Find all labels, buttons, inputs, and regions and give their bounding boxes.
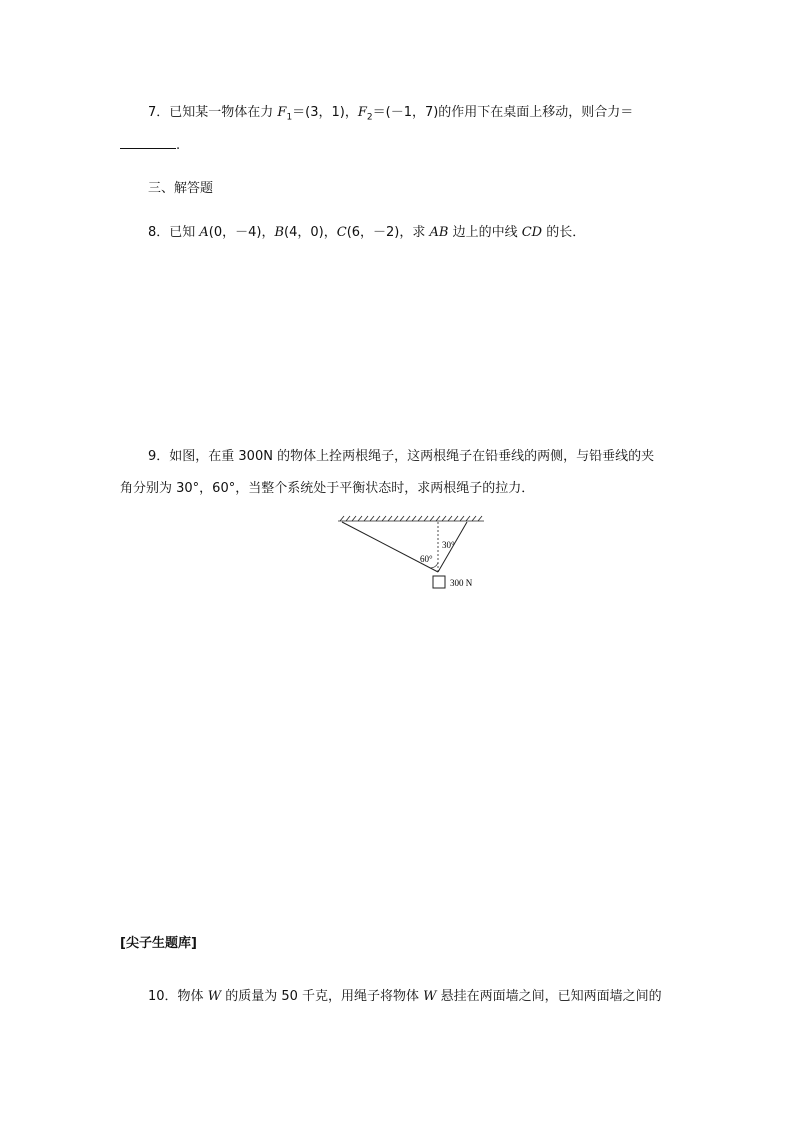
left-rope (342, 522, 438, 572)
question-10: 10．物体 W 的质量为 50 千克，用绳子将物体 W 悬挂在两面墙之间，已知两面墙之间的 (148, 989, 662, 1004)
f2-symbol: F (357, 105, 367, 120)
f1-symbol: F (277, 105, 287, 120)
question-9-line-1: 9．如图，在重 300N 的物体上拴两根绳子，这两根绳子在铅垂线的两侧，与铅垂线的夹 (148, 449, 655, 464)
weight-label: 300 N (450, 578, 473, 588)
top-student-bank-heading: [尖子生题库] (120, 936, 197, 951)
question-7-line-1: 7．已知某一物体在力 $F_1=(3$，1)，$F_2=(-1$，7)的作用下在桌面上移动，则合力＝ (148, 105, 634, 123)
question-9-line-2: 角分别为 30°，60°，当整个系统处于平衡状态时，求两根绳子的拉力． (120, 481, 535, 496)
question-8: 8．已知 A(0，－4)，B(4，0)，C(6，－2)，求 AB 边上的中线 CD 的长． (148, 225, 586, 240)
rope-diagram (334, 514, 494, 594)
ceiling-hatching (338, 516, 484, 521)
weight-box (433, 576, 445, 588)
section-heading: 三、解答题 (148, 181, 214, 196)
question-7-line-2: . (120, 136, 180, 155)
f2-subscript: 2 (366, 112, 373, 123)
angle-label-60: 60° (420, 554, 433, 564)
f1-subscript: 1 (286, 112, 293, 123)
answer-blank[interactable] (120, 136, 176, 149)
angle-label-30: 30° (442, 540, 455, 550)
